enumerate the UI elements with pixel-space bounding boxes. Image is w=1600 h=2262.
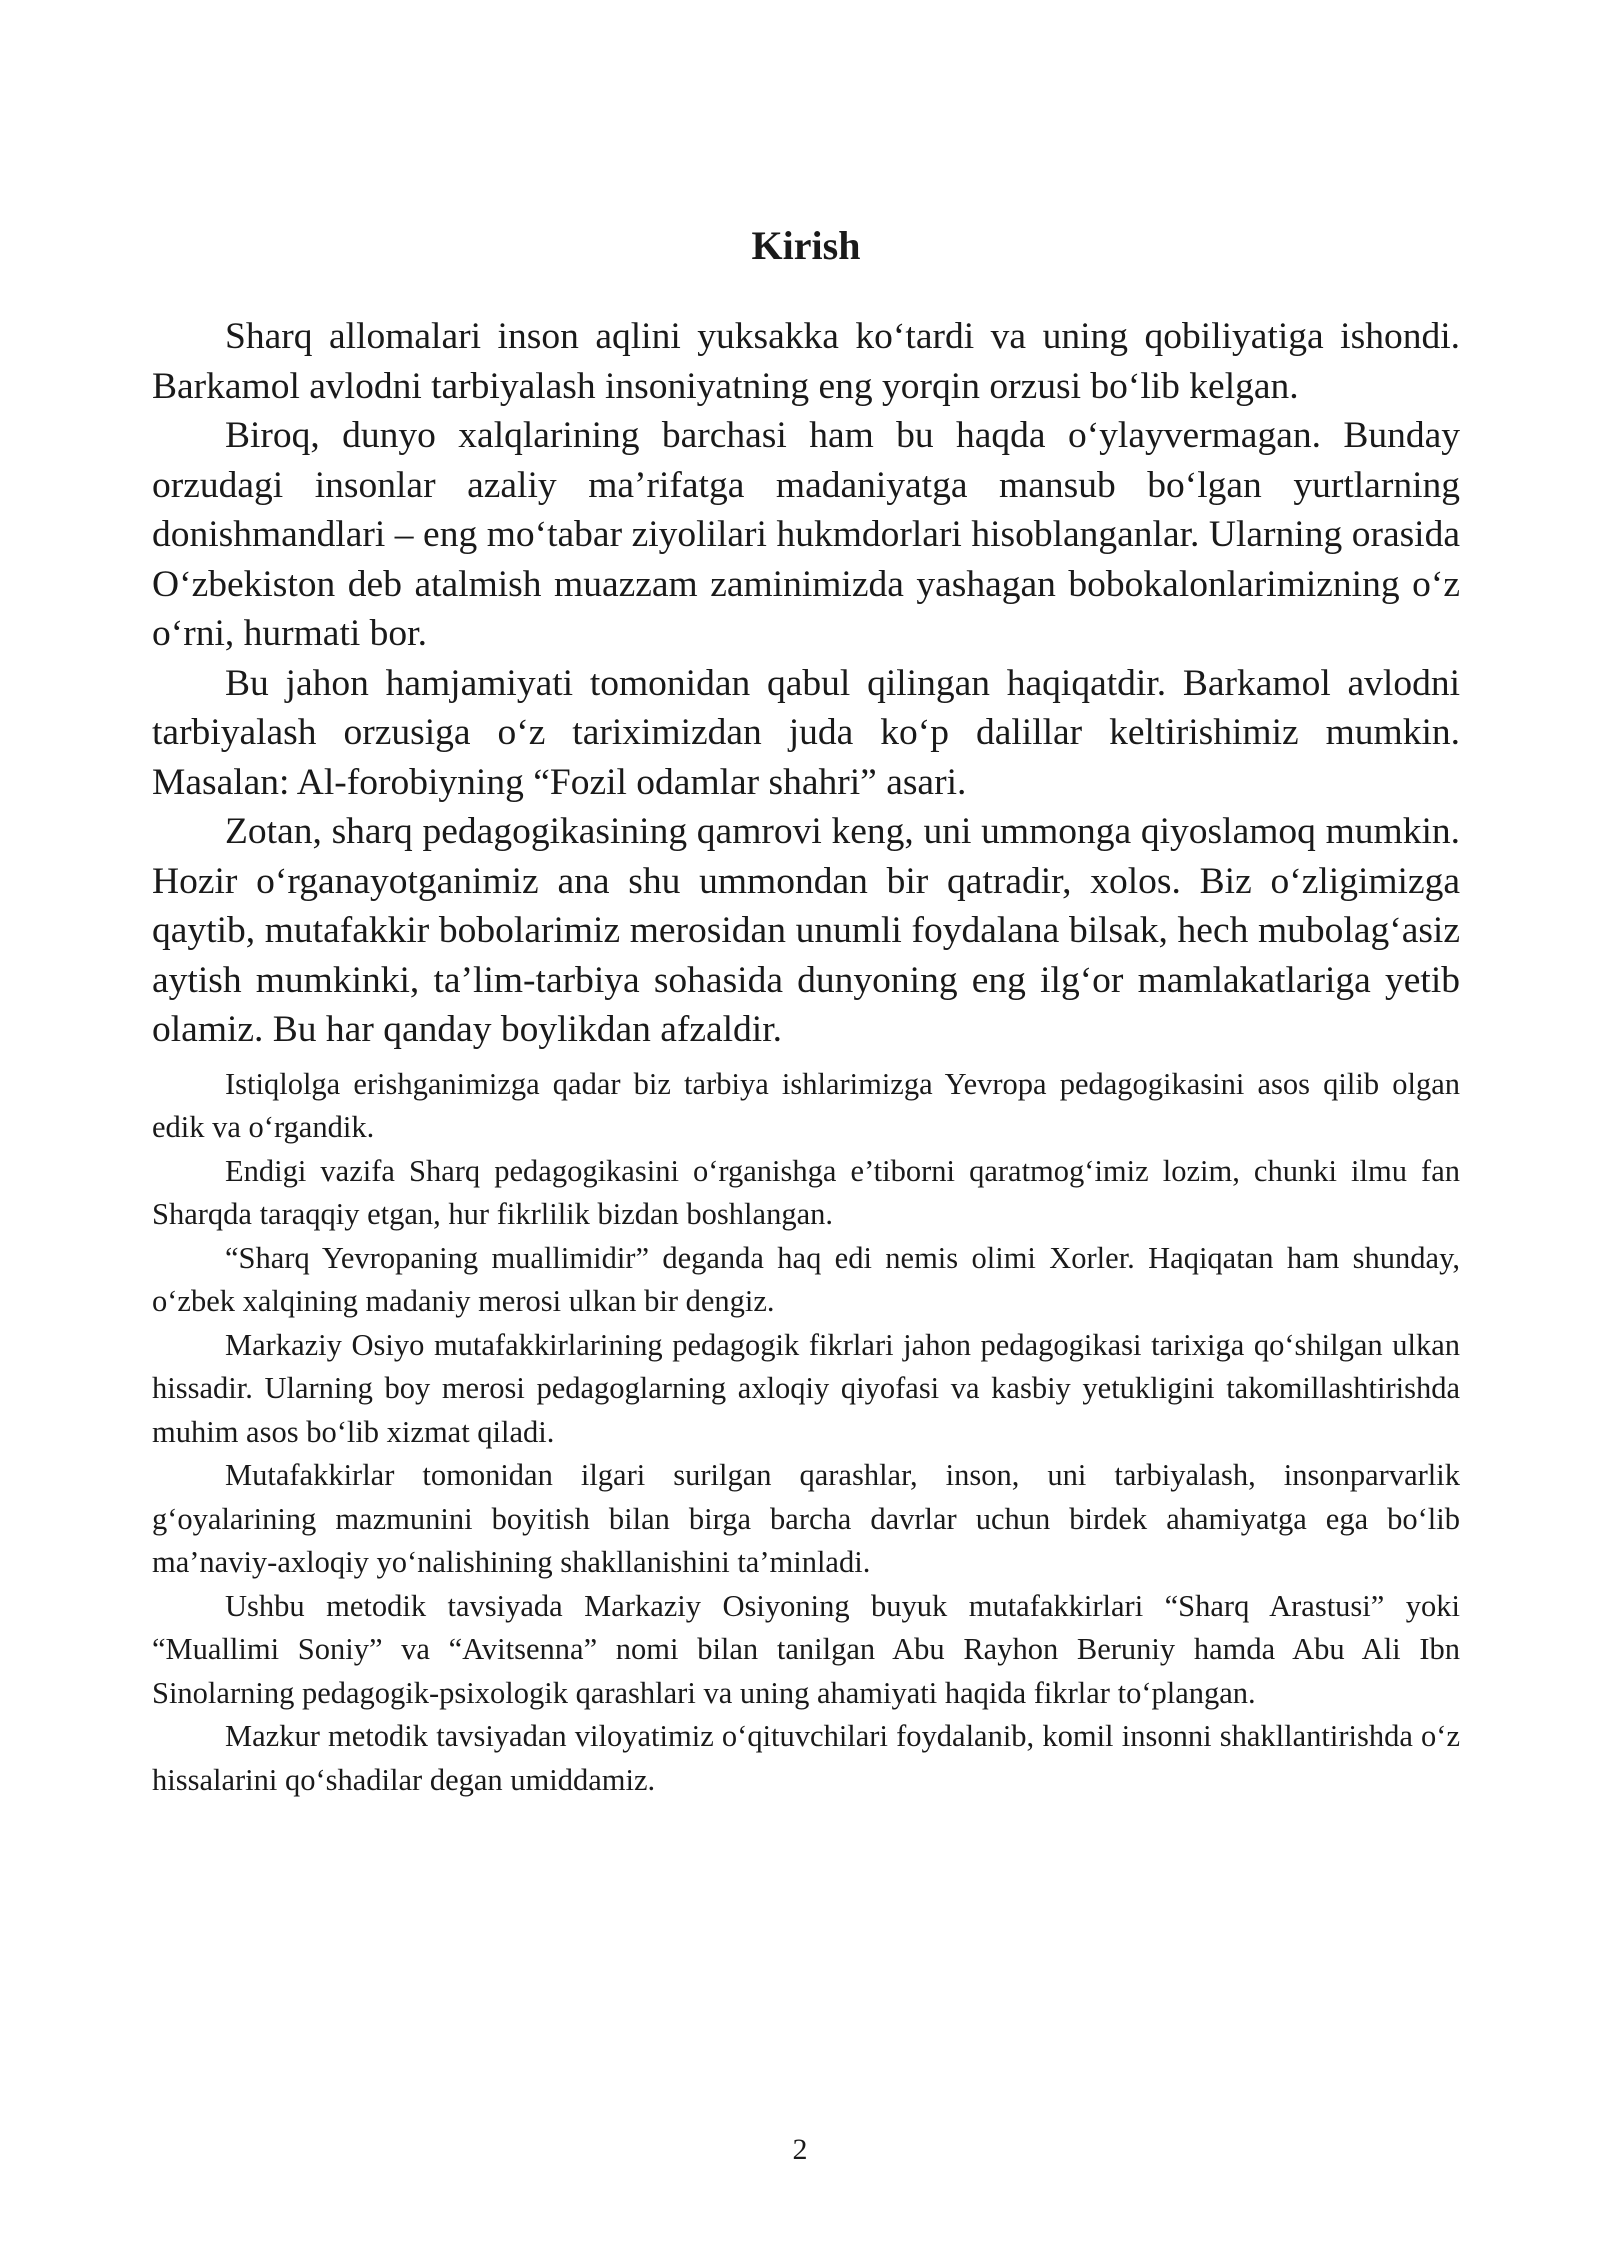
paragraph: Endigi vazifa Sharq pedagogikasini o‘rganishga e’tiborni qaratmog‘imiz lozim, chunki ilmu fan Sharqda taraqqiy etgan, hur fikrlilik bizdan boshlangan. — [152, 1153, 1460, 1231]
paragraph: Markaziy Osiyo mutafakkirlarining pedagogik fikrlari jahon pedagogikasi tarixiga qo‘shilgan ulkan hissadir. Ularning boy merosi pedagoglarning axloqiy qiyofasi va kasbiy yetukligini takomillashtirishda muhim asos bo‘lib xizmat qiladi. — [152, 1327, 1460, 1449]
paragraph: Mutafakkirlar tomonidan ilgari surilgan qarashlar, inson, uni tarbiyalash, insonparvarlik g‘oyalarining mazmunini boyitish bilan birga barcha davrlar uchun birdek ahamiyatga ega bo‘lib ma’naviy-axloqiy yo‘nalishining shakllanishini ta’minladi. — [152, 1458, 1460, 1579]
intro-body-large — [152, 312, 1460, 1055]
paragraph: Biroq, dunyo xalqlarining barchasi ham bu haqda o‘ylayvermagan. Bunday orzudagi insonlar azaliy ma’rifatga madaniyatga mansub bo‘lgan yurtlarning donishmandlari – eng mo‘tabar ziyolilari hukmdorlari hisoblanganlar. Ularning orasida O‘zbekiston deb atalmish muazzam zaminimizda yashagan bobokalonlarimizning o‘z o‘rni, hurmati bor. — [152, 415, 1460, 654]
paragraph: Bu jahon hamjamiyati tomonidan qabul qilingan haqiqatdir. Barkamol avlodni tarbiyalash orzusiga o‘z tariximizdan juda ko‘p dalillar keltirishimiz mumkin. Masalan: Al-forobiyning “Fozil odamlar shahri” asari. — [152, 662, 1460, 803]
paragraph: Istiqlolga erishganimizga qadar biz tarbiya ishlarimizga Yevropa pedagogikasini asos qilib olgan edik va o‘rgandik. — [152, 1066, 1460, 1144]
paragraph: Sharq allomalari inson aqlini yuksakka ko‘tardi va uning qobiliyatiga ishondi. Barkamol avlodni tarbiyalash insoniyatning eng yorqin orzusi bo‘lib kelgan. — [152, 316, 1460, 407]
paragraph: Zotan, sharq pedagogikasining qamrovi keng, uni ummonga qiyoslamoq mumkin. Hozir o‘rganayotganimiz ana shu ummondan bir qatradir, xolos. Biz o‘zligimizga qaytib, mutafakkir bobolarimiz merosidan unumli foydalana bilsak, hech mubolag‘asiz aytish mumkinki, ta’lim-tarbiya sohasida dunyoning eng ilg‘or mamlakatlariga yetib olamiz. Bu har qanday boylikdan afzaldir. — [152, 811, 1460, 1050]
paragraph: Mazkur metodik tavsiyadan viloyatimiz o‘qituvchilari foydalanib, komil insonni shakllantirishda o‘z hissalarini qo‘shadilar degan umiddamiz. — [152, 1719, 1460, 1797]
paragraph: Ushbu metodik tavsiyada Markaziy Osiyoning buyuk mutafakkirlari “Sharq Arastusi” yoki “Muallimi Soniy” va “Avitsenna” nomi bilan tanilgan Abu Rayhon Beruniy hamda Abu Ali Ibn Sinolarning pedagogik-psixologik qarashlari va uning ahamiyati haqida fikrlar to‘plangan. — [152, 1588, 1460, 1710]
page-number: 2 — [792, 2133, 808, 2166]
document-page — [152, 220, 1460, 1802]
paragraph: “Sharq Yevropaning muallimidir” deganda haq edi nemis olimi Xorler. Haqiqatan ham shunday, o‘zbek xalqining madaniy merosi ulkan bir dengiz. — [152, 1240, 1460, 1318]
intro-body-small — [152, 1063, 1460, 1803]
page-title: Kirish — [751, 223, 861, 268]
